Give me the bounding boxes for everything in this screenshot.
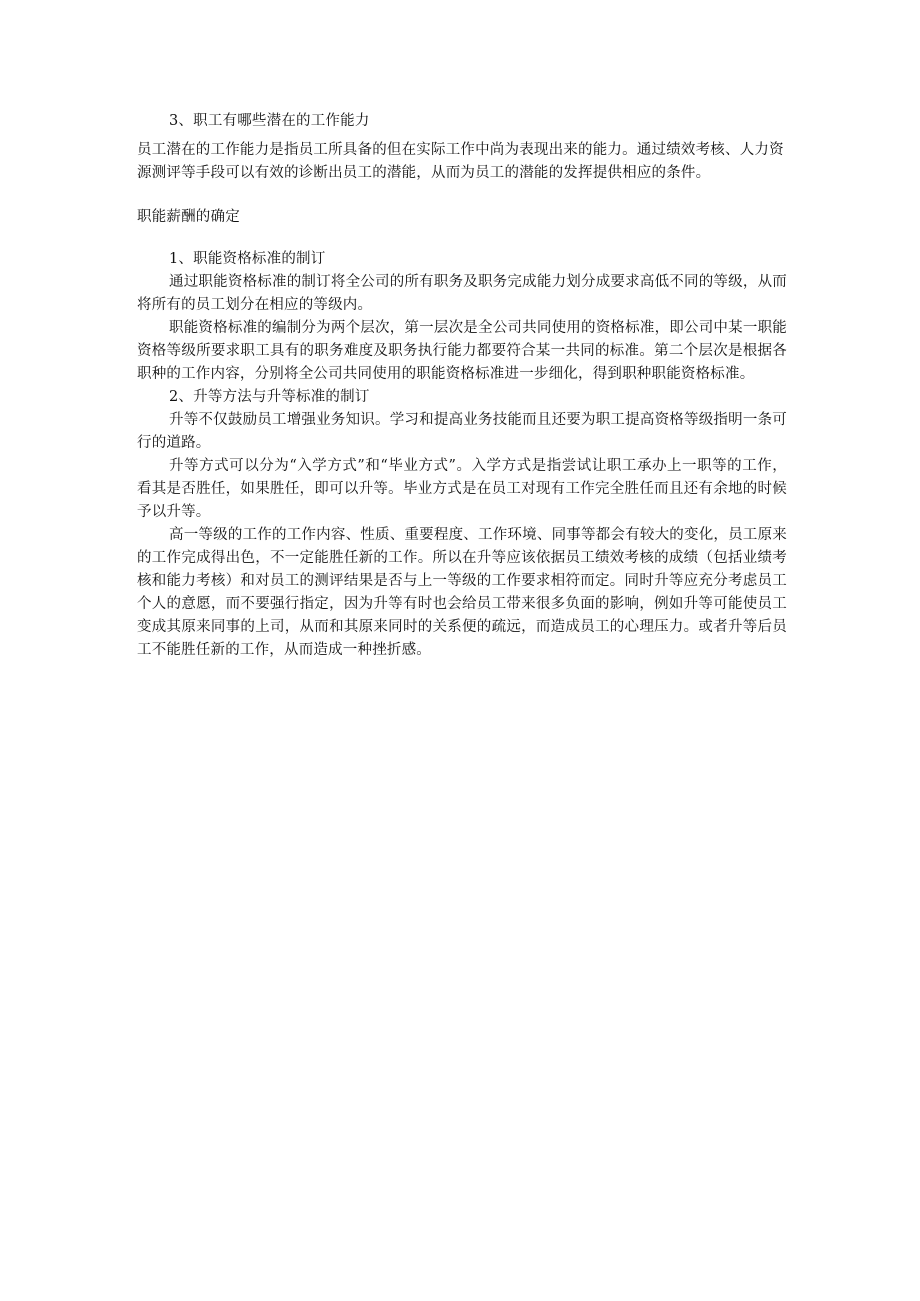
section-3-heading: 3、职工有哪些潜在的工作能力 bbox=[169, 113, 370, 129]
subsection-1-heading: 1、职能资格标准的制订 bbox=[169, 251, 326, 267]
subsection-2-paragraph-2: 升等方式可以分为“入学方式”和“毕业方式”。入学方式是指尝试让职工承办上一职等的工作，看其是否胜任，如果胜任，即可以升等。毕业方式是在员工对现有工作完全胜任而且还有余地的时候予以升等。 bbox=[137, 458, 787, 520]
subsection-2-paragraph-1: 升等不仅鼓励员工增强业务知识。学习和提高业务技能而且还要为职工提高资格等级指明一条可行的道路。 bbox=[137, 412, 787, 451]
subsection-1-paragraph-2: 职能资格标准的编制分为两个层次，第一层次是全公司共同使用的资格标准，即公司中某一职能资格等级所要求职工具有的职务难度及职务执行能力都要符合某一共同的标准。第二个层次是根据各职种的工作内容，分别将全公司共同使用的职能资格标准进一步细化，得到职种职能资格标准。 bbox=[137, 320, 787, 382]
subsection-1-paragraph-1: 通过职能资格标准的制订将全公司的所有职务及职务完成能力划分成要求高低不同的等级，从而将所有的员工划分在相应的等级内。 bbox=[137, 274, 787, 313]
spacer bbox=[137, 185, 787, 206]
subsection-2-paragraph-3: 高一等级的工作的工作内容、性质、重要程度、工作环境、同事等都会有较大的变化，员工原来的工作完成得出色，不一定能胜任新的工作。所以在升等应该依据员工绩效考核的成绩（包括业绩考核和能力考核）和对员工的测评结果是否与上一等级的工作要求相符而定。同时升等应充分考虑员工个人的意愿，而不要强行指定，因为升等有时也会给员工带来很多负面的影响，例如升等可能使员工变成其原来同事的上司，从而和其原来同时的关系便的疏远，而造成员工的心理压力。或者升等后员工不能胜任新的工作，从而造成一种挫折感。 bbox=[137, 527, 787, 658]
subsection-2-heading: 2、升等方法与升等标准的制订 bbox=[169, 389, 370, 405]
main-heading: 职能薪酬的确定 bbox=[137, 209, 240, 225]
spacer bbox=[137, 229, 787, 248]
document-body bbox=[137, 110, 787, 662]
section-3-body: 员工潜在的工作能力是指员工所具备的但在实际工作中尚为表现出来的能力。通过绩效考核、人力资源测评等手段可以有效的诊断出员工的潜能，从而为员工的潜能的发挥提供相应的条件。 bbox=[137, 142, 784, 181]
